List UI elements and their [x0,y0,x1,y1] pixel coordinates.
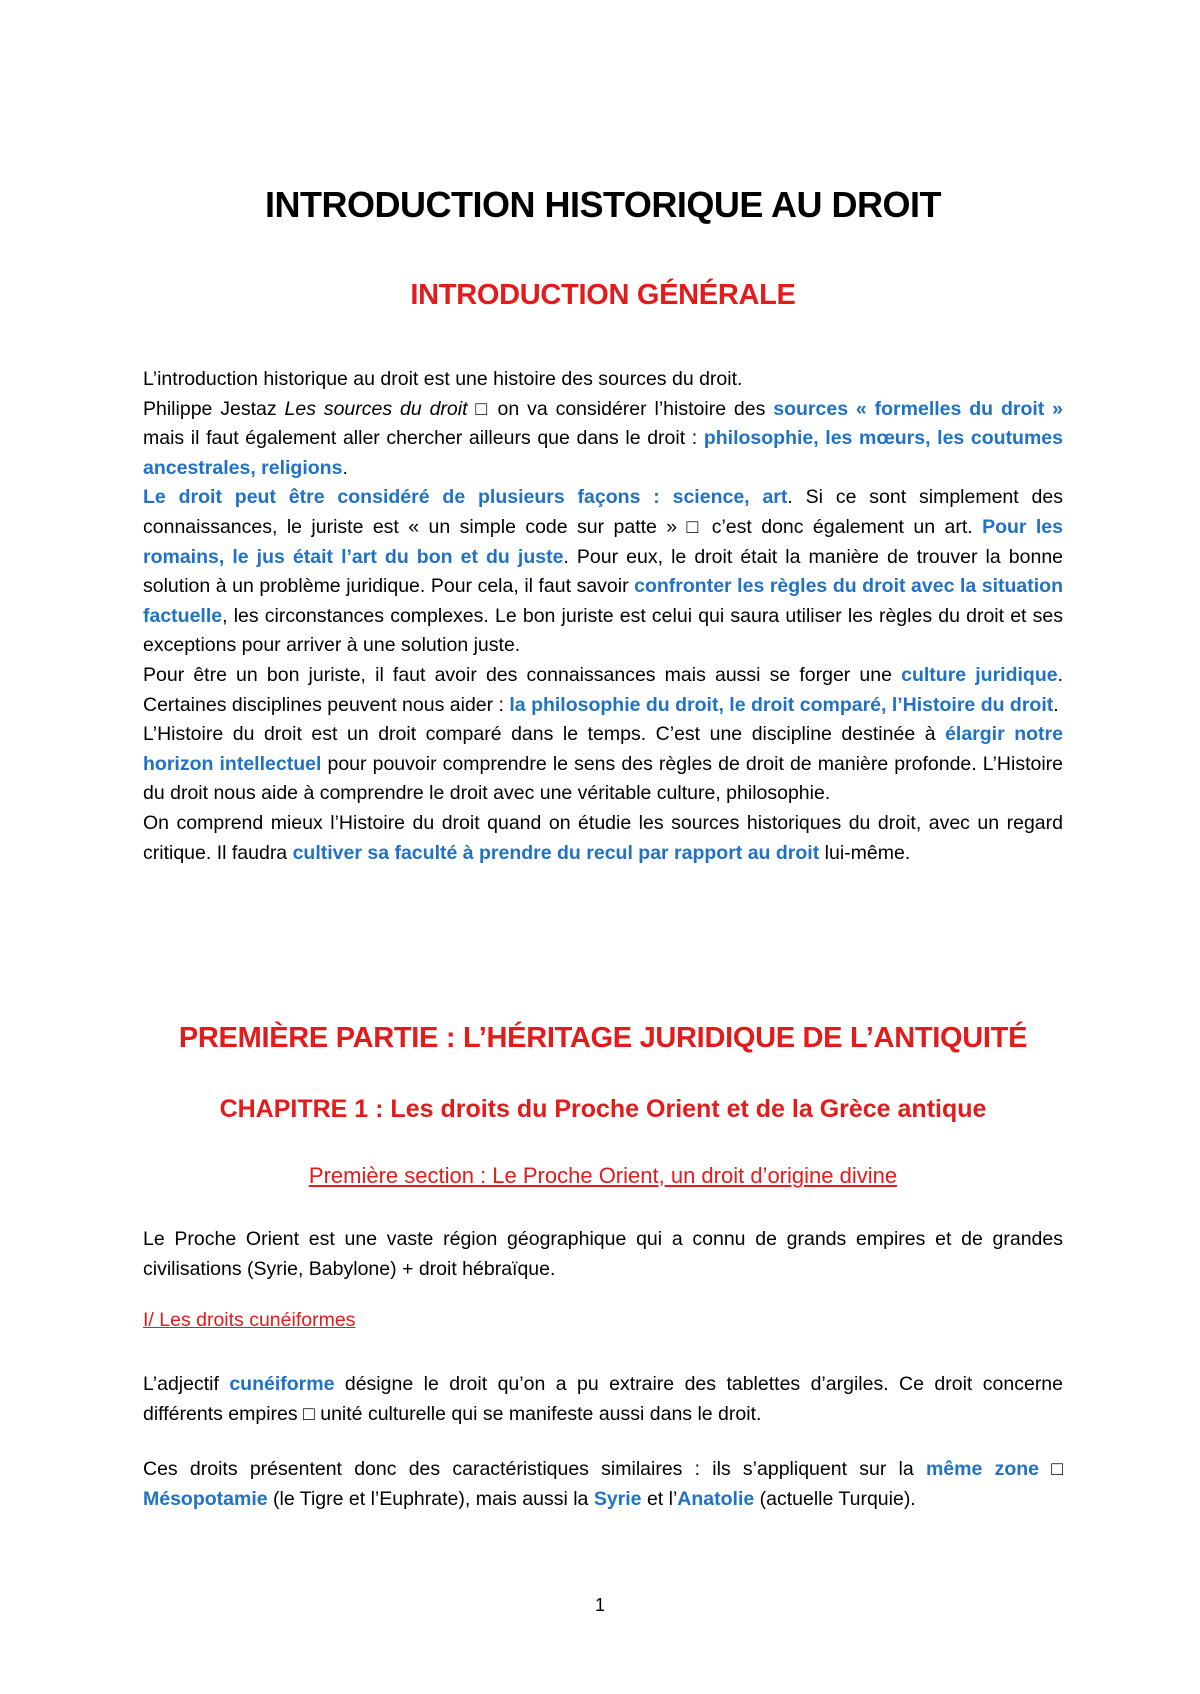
intro-body [143,365,1063,868]
highlight: élargir notre horizon intellectuel [143,723,1063,775]
cuneiform-paragraph [143,1370,1063,1429]
text-run: On comprend mieux l’Histoire du droit quand on étudie les sources historiques du droit, avec un regard critique. Il faudra [143,811,1063,864]
proche-orient-paragraph: Le Proche Orient est une vaste région géographique qui a connu de grands empires et de grandes civilisations (Syrie, Babylone) + droit hébraïque. [143,1228,1063,1280]
text-run: (actuelle Turquie). [754,1487,916,1510]
intro-paragraph-1: L’introduction historique au droit est une histoire des sources du droit. [143,368,743,390]
book-title: Les sources du droit [284,397,468,420]
text-run: désigne le droit qu’on a pu extraire des tablettes d’argiles. Ce droit concerne différents empires □ unité culturelle qui se manifeste aussi dans le droit. [143,1373,1064,1425]
text-run: Philippe Jestaz [143,397,285,420]
text-run: (le Tigre et l’Euphrate), mais aussi la [267,1487,594,1510]
highlight: Le droit peut être considéré de plusieurs façons : science, art [143,486,788,509]
text-run: . [1053,693,1059,716]
text-run: L’adjectif [143,1373,230,1395]
intro-paragraph-6 [143,809,1063,868]
intro-paragraph-2 [143,395,1063,484]
intro-paragraph-4 [143,661,1063,720]
page-number: 1 [594,1595,605,1615]
part-heading: PREMIÈRE PARTIE : L’HÉRITAGE JURIDIQUE DE L’ANTIQUITÉ [178,1022,1028,1054]
highlight: Mésopotamie [143,1487,268,1510]
text-run: □ on va considérer l’histoire des [467,397,774,420]
section-heading: Première section : Le Proche Orient, un droit d’origine divine [308,1163,898,1188]
highlight: même zone [925,1458,1039,1480]
text-run: Ces droits présentent donc des caractéristiques similaires : ils s’appliquent sur la [143,1458,926,1480]
chapter-heading: CHAPITRE 1 : Les droits du Proche Orient et de la Grèce antique [219,1095,987,1123]
highlight: Anatolie [677,1487,755,1510]
text-run: . Pour eux, le droit était la manière de trouver la bonne solution à un problème juridique. Pour cela, il faut savoir [143,545,1064,598]
highlight: la philosophie du droit, le droit comparé, l’Histoire du droit [509,693,1054,716]
highlight: Syrie [593,1487,642,1510]
document-title: INTRODUCTION HISTORIQUE AU DROIT [265,184,941,225]
text-run: mais il faut également aller chercher ailleurs que dans le droit : [143,427,704,450]
highlight: cultiver sa faculté à prendre du recul par rapport au droit [292,841,820,864]
highlight: sources « formelles du droit » [773,397,1063,420]
highlight: culture juridique [901,663,1058,686]
characteristics-paragraph [143,1455,1063,1514]
highlight: Pour les romains, le jus était l’art du bon et du juste [143,515,1063,568]
text-run: , les circonstances complexes. Le bon juriste est celui qui saura utiliser les règles du droit et ses exceptions pour arriver à une solution juste. [143,604,1063,657]
text-run: . Certaines disciplines peuvent nous aider : [143,663,1064,716]
text-run: lui-même. [819,841,911,864]
highlight: confronter les règles du droit avec la situation factuelle [143,575,1063,627]
text-run: □ [1038,1458,1063,1480]
intro-paragraph-3 [143,483,1063,661]
text-run: L’Histoire du droit est un droit comparé dans le temps. C’est une discipline destinée à [143,723,946,746]
text-run: Pour être un bon juriste, il faut avoir des connaissances mais aussi se forger une [143,663,902,686]
highlight: cunéiforme [229,1373,335,1395]
text-run: pour pouvoir comprendre le sens des règles de droit de manière profonde. L’Histoire du droit nous aide à comprendre le droit avec une véritable culture, philosophie. [143,752,1063,805]
text-run: . Si ce sont simplement des connaissances, le juriste est « un simple code sur patte » □ c’est donc également un art. [143,486,1063,538]
intro-heading: INTRODUCTION GÉNÉRALE [410,279,796,311]
subsection-heading: I/ Les droits cunéiformes [143,1309,356,1331]
text-run: . [342,456,348,479]
highlight: philosophie, les mœurs, les coutumes ancestrales, religions [143,427,1063,479]
intro-paragraph-5 [143,720,1063,809]
text-run: et l’ [641,1487,678,1510]
